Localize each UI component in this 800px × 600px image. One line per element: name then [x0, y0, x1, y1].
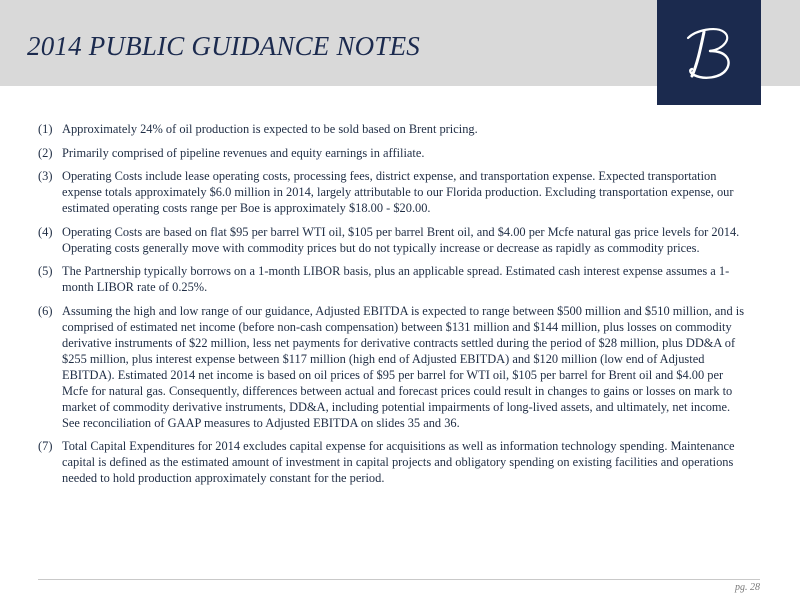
page-number: pg. 28	[735, 582, 760, 593]
note-text: Operating Costs include lease operating costs, processing fees, district expense, and transportation expense. Expected transportation expense totals approximately $6.0 million in 2014, largely attributable to our Florida production. Excluding transportation expense, our estimated operating costs range per Boe is approximately $18.00 - $20.00.	[62, 169, 734, 215]
note-item	[38, 145, 746, 161]
note-item	[38, 121, 746, 137]
note-item	[38, 224, 746, 256]
note-item	[38, 438, 746, 486]
note-text: Total Capital Expenditures for 2014 excludes capital expense for acquisitions as well as information technology spending. Maintenance capital is defined as the estimated amount of investment in capital projects and obligatory spending on existing facilities and operations needed to hold production approximately constant for the period.	[62, 439, 735, 485]
note-number: (1)	[38, 122, 53, 136]
note-number: (7)	[38, 439, 53, 453]
note-number: (4)	[38, 224, 53, 239]
note-number: (2)	[38, 145, 53, 160]
note-number: (5)	[38, 264, 53, 278]
notes-list	[38, 121, 746, 494]
note-text: Approximately 24% of oil production is expected to be sold based on Brent pricing.	[62, 122, 478, 136]
note-number: (6)	[38, 303, 53, 318]
note-item	[38, 263, 746, 295]
note-text: The Partnership typically borrows on a 1-month LIBOR basis, plus an applicable spread. Estimated cash interest expense assumes a 1-month LIBOR rate of 0.25%.	[62, 264, 730, 294]
note-text: Primarily comprised of pipeline revenues and equity earnings in affiliate.	[62, 145, 425, 160]
footer-divider	[38, 579, 760, 580]
note-text: Assuming the high and low range of our guidance, Adjusted EBITDA is expected to range between $500 million and $510 million, and is comprised of estimated net income (before non-cash compensation) between $131 million and $144 million, plus losses on commodity derivative instruments of $22 million, less net payments for derivative contracts settled during the period of $28 million, plus DD&A of $255 million, plus interest expense between $117 million (high end of Adjusted EBITDA) and $120 million (low end of Adjusted EBITDA). Estimated 2014 net income is based on oil prices of $95 per barrel for WTI oil, $105 per barrel for Brent oil and $4.00 per Mcfe for natural gas. Consequently, differences between actual and forecast prices could result in changes to gains or losses on mark to market of commodity derivative instruments, DD&A, including potential impairments of long-lived assets, and ultimately, net income. See reconciliation of GAAP measures to Adjusted EBITDA on slides 35 and 36.	[62, 303, 745, 430]
note-item	[38, 168, 746, 216]
note-text: Operating Costs are based on flat $95 per barrel WTI oil, $105 per barrel Brent oil, and $4.00 per Mcfe natural gas price levels for 2014. Operating costs generally move with commodity prices but do not typically increase or decrease as rapidly as commodity prices.	[62, 224, 740, 255]
page-title: 2014 PUBLIC GUIDANCE NOTES	[27, 31, 420, 61]
note-number: (3)	[38, 169, 53, 183]
logo-box	[657, 0, 761, 105]
script-b-logo-icon	[674, 18, 744, 88]
note-item	[38, 303, 746, 431]
